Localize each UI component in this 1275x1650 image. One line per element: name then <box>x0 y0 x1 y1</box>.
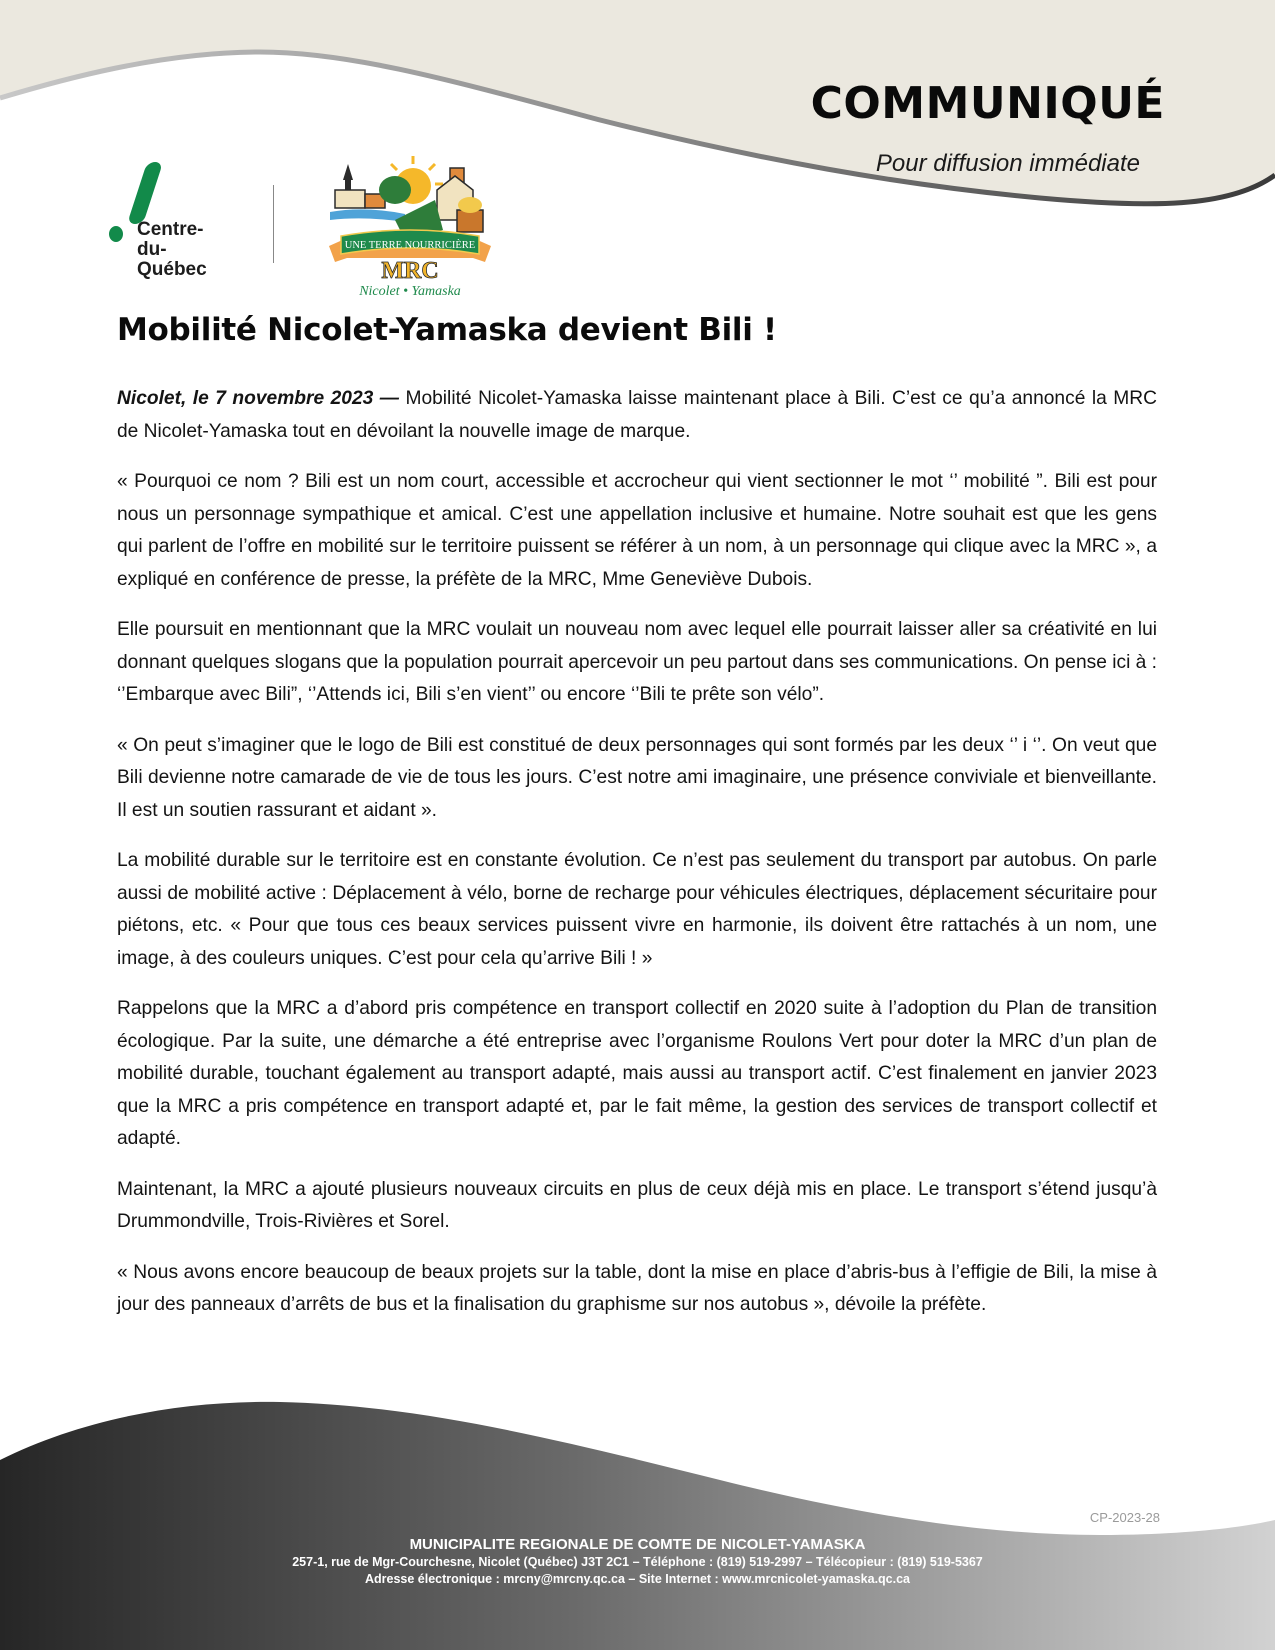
footer-wave-background <box>0 1390 1275 1650</box>
mrc-script-text: Nicolet • Yamaska <box>359 284 461 298</box>
centre-du-quebec-wordmark <box>137 220 207 280</box>
logo-text-line: du- <box>137 239 167 260</box>
footer-contact: Adresse électronique : mrcny@mrcny.qc.ca – Site Internet : www.mrcnicolet-yamaska.qc.ca <box>364 1572 911 1586</box>
logo-text-line: Centre- <box>137 219 204 240</box>
mrc-nicolet-yamaska-logo <box>325 150 495 298</box>
mrc-banner-text: UNE TERRE NOURRICIÈRE <box>344 240 476 251</box>
diffusion-subtitle: Pour diffusion immédiate <box>875 150 1140 177</box>
body-paragraph: Maintenant, la MRC a ajouté plusieurs nouveaux circuits en plus de ceux déjà mis en place. Le transport s’étend jusqu’à Drummondville, Trois-Rivières et Sorel. <box>117 1178 1157 1232</box>
exclamation-bar-icon <box>127 162 163 224</box>
press-release-title: Mobilité Nicolet-Yamaska devient Bili ! <box>117 312 777 348</box>
body-paragraph: Rappelons que la MRC a d’abord pris compétence en transport collectif en 2020 suite à l’adoption du Plan de transition écologique. Par la suite, une démarche a été entreprise avec l’organisme Roulons Vert pour doter la MRC d’un plan de mobilité durable, touchant également au transport adapté, mais aussi au transport actif. C’est finalement en janvier 2023 que la MRC a pris compétence en transport adapté et, par le fait même, la gestion des services de transport collectif et adapté. <box>117 998 1157 1149</box>
paragraph-text: Mobilité Nicolet-Yamaska laisse maintenant place à Bili. C’est ce qu’a annoncé la MRC de Nicolet-Yamaska tout en dévoilant la nouvelle image de marque. <box>117 388 1157 442</box>
body-paragraph: « Nous avons encore beaucoup de beaux projets sur la table, dont la mise en place d’abris-bus à l’effigie de Bili, la mise à jour des panneaux d’arrêts de bus et la finalisation du graphisme sur nos autobus », dévoile la préfète. <box>117 1261 1157 1315</box>
body-paragraph <box>117 383 1157 448</box>
communique-title: COMMUNIQUÉ <box>810 78 1165 129</box>
body-paragraph: La mobilité durable sur le territoire est en constante évolution. Ce n’est pas seulement du transport par autobus. On parle aussi de mobilité active : Déplacement à vélo, borne de recharge pour véhicules électriques, déplacement sécuritaire pour piétons, etc. « Pour que tous ces beaux services puissent vivre en harmonie, ils doivent être rattachés à un nom, une image, à des couleurs uniques. C’est pour cela qu’arrive Bili ! » <box>117 850 1157 969</box>
logo-text-line: Québec <box>137 259 207 280</box>
footer-address: 257-1, rue de Mgr-Courchesne, Nicolet (Québec) J3T 2C1 – Téléphone : (819) 519-2997 – Télécopieur : (819) 519-5367 <box>292 1555 983 1569</box>
mrc-name-text: MRC <box>381 258 439 284</box>
body-paragraph: « Pourquoi ce nom ? Bili est un nom court, accessible et accrocheur qui vient sectionner le mot ‘’ mobilité ”. Bili est pour nous un personnage sympathique et amical. C’est une appellation inclusive et humaine. Notre souhait est que les gens qui parlent de l’offre en mobilité sur le territoire puissent se référer à un nom, à un personnage qui clique avec la MRC », a expliqué en conférence de presse, la préfète de la MRC, Mme Geneviève Dubois. <box>117 471 1157 590</box>
centre-du-quebec-logo <box>105 162 225 292</box>
footer-contact-block <box>0 1535 1275 1588</box>
logo-divider <box>273 185 274 263</box>
dateline: Nicolet, le 7 novembre 2023 — <box>117 388 399 409</box>
communique-reference-number: CP-2023-28 <box>1089 1510 1160 1525</box>
press-release-body <box>117 383 1157 1340</box>
footer-organization: MUNICIPALITE REGIONALE DE COMTE DE NICOLET-YAMASKA <box>409 1536 866 1553</box>
exclamation-dot-icon <box>109 226 123 242</box>
body-paragraph: « On peut s’imaginer que le logo de Bili est constitué de deux personnages qui sont formés par les deux ‘’ i ‘’. On veut que Bili devienne notre camarade de vie de tous les jours. C’est notre ami imaginaire, une présence conviviale et bienveillante. Il est un soutien rassurant et aidant ». <box>117 734 1157 821</box>
body-paragraph: Elle poursuit en mentionnant que la MRC voulait un nouveau nom avec lequel elle pourrait laisser aller sa créativité en lui donnant quelques slogans que la population pourrait apercevoir un peu partout dans ses communications. On pense ici à : ‘’Embarque avec Bili”, ‘’Attends ici, Bili s’en vient’’ ou encore ‘’Bili te prête son vélo”. <box>117 619 1157 705</box>
